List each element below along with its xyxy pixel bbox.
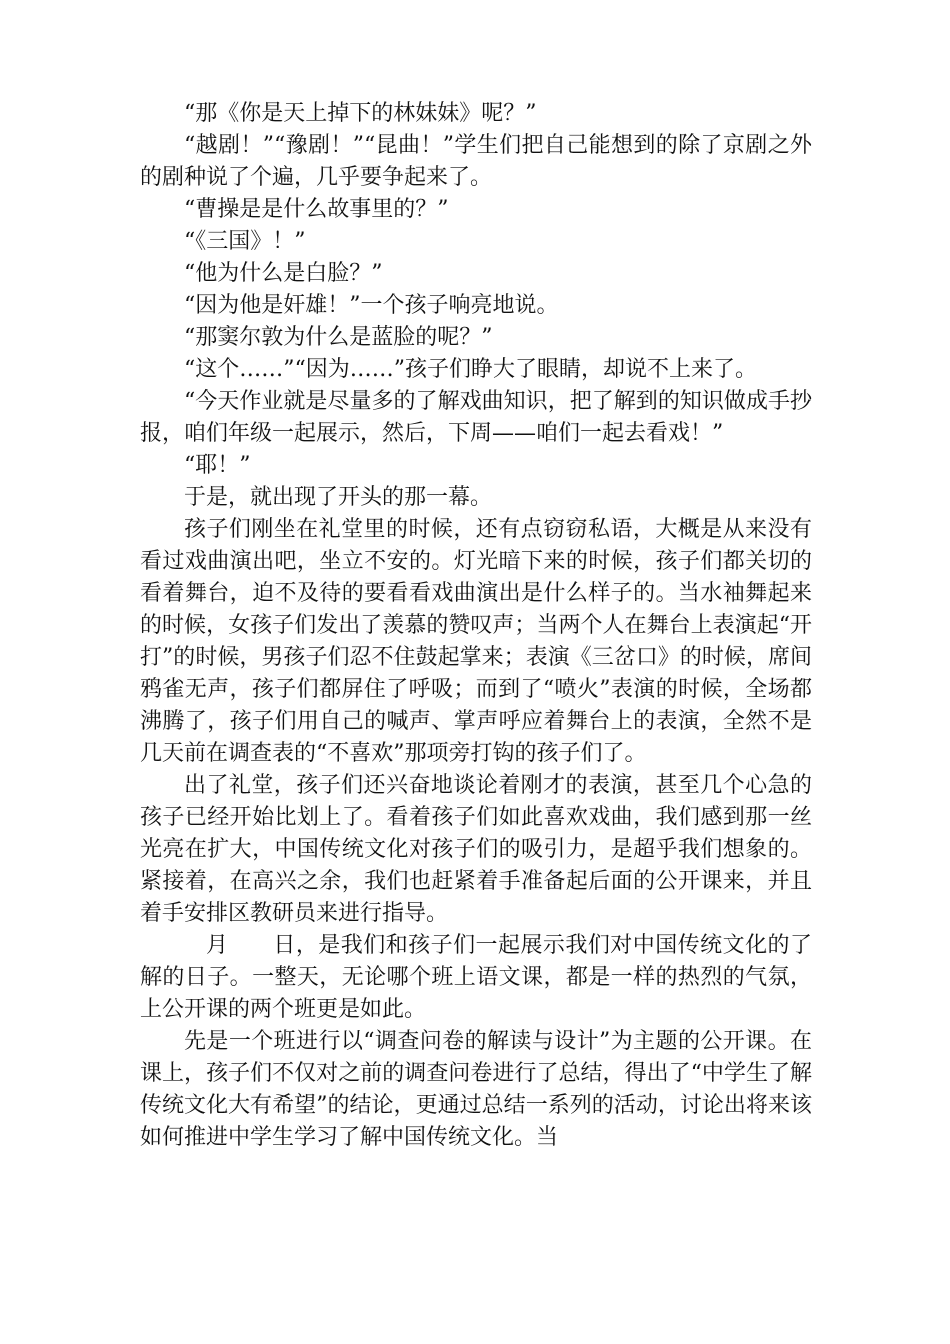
paragraph: “那窦尔敦为什么是蓝脸的呢？” (184, 325, 493, 350)
paragraph: “因为他是奸雄！”一个孩子响亮地说。 (184, 293, 559, 318)
paragraph: “他为什么是白脸？” (184, 261, 383, 286)
paragraph: 出了礼堂，孩子们还兴奋地谈论着刚才的表演，甚至几个心急的孩子已经开始比划上了。看着孩子们如此喜欢戏曲，我们感到那一丝光亮在扩大，中国传统文化对孩子们的吸引力，是超乎我们想象的。紧接着，在高兴之余，我们也赶紧着手准备起后面的公开课来，并且着手安排区教研员来进行指导。 (140, 773, 812, 926)
paragraph: “耶！” (184, 453, 251, 478)
paragraph: 孩子们刚坐在礼堂里的时候，还有点窃窃私语，大概是从来没有看过戏曲演出吧，坐立不安的。灯光暗下来的时候，孩子们都关切的看着舞台，迫不及待的要看看戏曲演出是什么样子的。当水袖舞起来的时候，女孩子们发出了羡慕的赞叹声；当两个人在舞台上表演起“开打”的时候，男孩子们忍不住鼓起掌来；表演《三岔口》的时候，席间鸦雀无声，孩子们都屏住了呼吸；而到了“喷火”表演的时候，全场都沸腾了，孩子们用自己的喊声、掌声呼应着舞台上的表演，全然不是几天前在调查表的“不喜欢”那项旁打钩的孩子们了。 (140, 517, 812, 766)
paragraph: “曹操是是什么故事里的？” (184, 197, 449, 222)
paragraph: “越剧！”“豫剧！”“昆曲！”学生们把自己能想到的除了京剧之外的剧种说了个遍，几乎要争起来了。 (140, 133, 812, 190)
paragraph: “这个……”“因为……”孩子们睁大了眼睛，却说不上来了。 (184, 357, 757, 382)
paragraph: 月 日，是我们和孩子们一起展示我们对中国传统文化的了解的日子。一整天，无论哪个班上语文课，都是一样的热烈的气氛，上公开课的两个班更是如此。 (140, 933, 812, 1022)
paragraph: 于是，就出现了开头的那一幕。 (184, 485, 493, 510)
document-body (140, 98, 812, 1154)
paragraph: “今天作业就是尽量多的了解戏曲知识，把了解到的知识做成手抄报，咱们年级一起展示，然后，下周——咱们一起去看戏！” (140, 389, 812, 446)
paragraph: 先是一个班进行以“调查问卷的解读与设计”为主题的公开课。在课上，孩子们不仅对之前的调查问卷进行了总结，得出了“中学生了解传统文化大有希望”的结论，更通过总结一系列的活动，讨论出将来该如何推进中学生学习了解中国传统文化。当 (140, 1029, 812, 1150)
paragraph: “《三国》！” (184, 229, 306, 254)
paragraph: “那《你是天上掉下的林妹妹》呢？” (184, 101, 537, 126)
